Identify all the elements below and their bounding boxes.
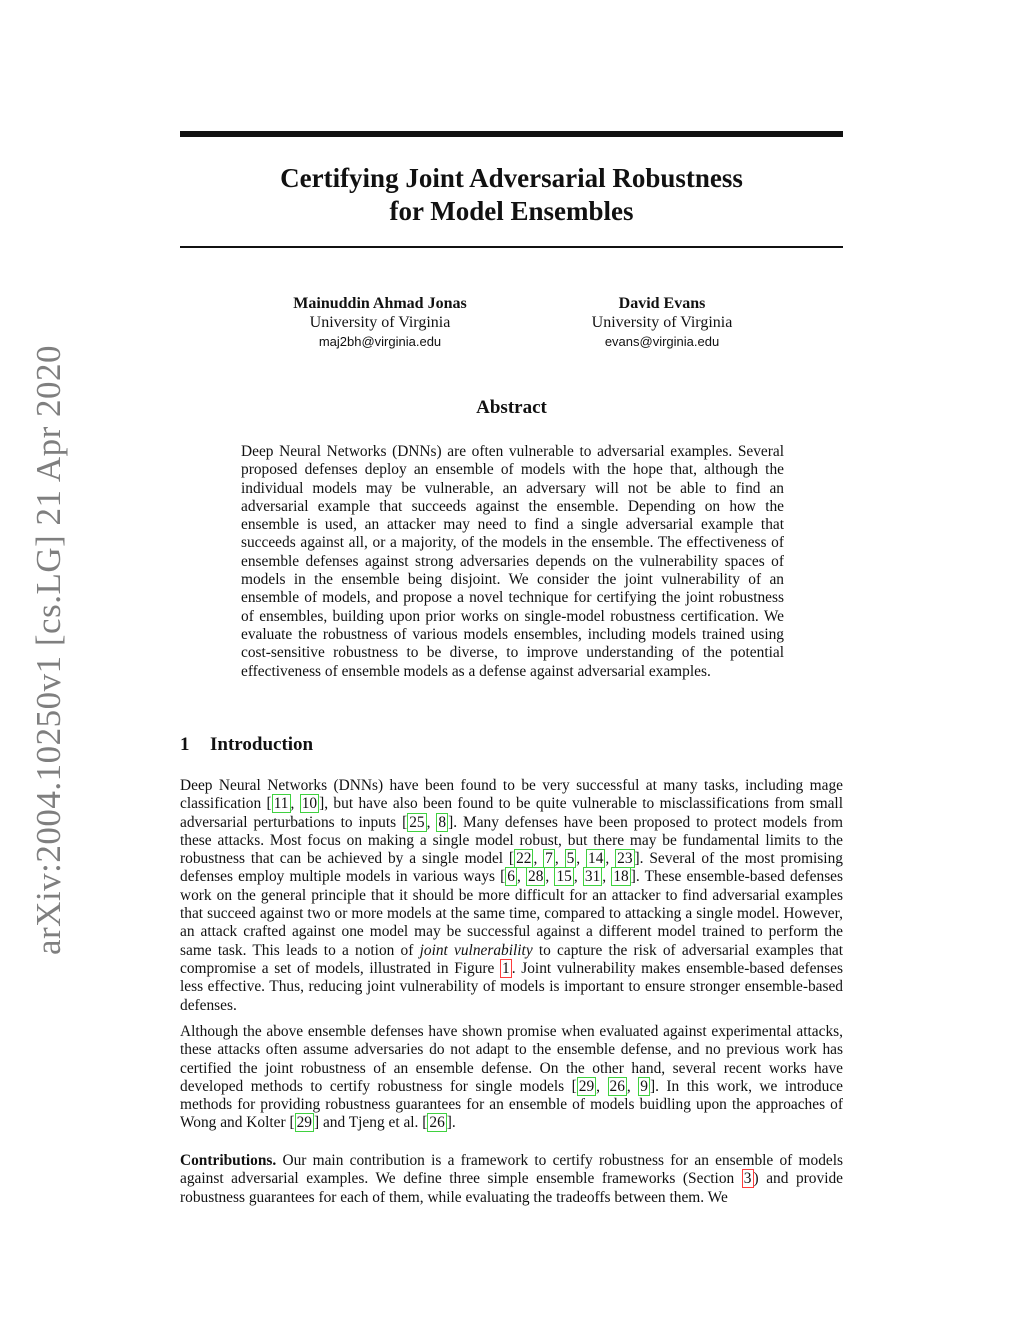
text-run: ]. Several of the most promising defenses employ multiple models in various ways [ [180,850,843,886]
text-run: ]. These ensemble-based defenses work on the general principle that it should be more difficult for an attacker to find adversarial examples that succeed against two or more models at the same time, compared to attacking a single model. However, an attack crafted against one model may be successful against a different model trained to perform the same task. This leads to a notion of [180,868,844,959]
text-run: ]. [446,1114,456,1132]
text-run: , [573,868,583,886]
author-affiliation: University of Virginia [309,314,451,331]
title-top-rule [180,131,843,137]
author-block-1 [230,294,530,351]
contributions-paragraph [180,1152,843,1207]
text-run: ]. In this work, we introduce methods for providing robustness guarantees for an ensemble of models buidling upon the approaches of Wong and Kolter [ [180,1077,843,1132]
citation-link[interactable]: 11 [273,795,289,813]
text-run: , [602,868,612,886]
text-run: , [516,868,527,886]
abstract-heading: Abstract [476,397,547,418]
text-run: , [576,850,587,868]
citation-link[interactable]: 28 [528,868,544,886]
title-line-2: for Model Ensembles [389,196,634,226]
author-email[interactable]: maj2bh@virginia.edu [318,334,442,349]
author-email[interactable]: evans@virginia.edu [604,334,720,349]
section-number: 1 [180,734,190,755]
citation-link[interactable]: 10 [301,795,318,813]
citation-link[interactable]: 29 [578,1077,595,1095]
citation-link[interactable]: 18 [613,868,629,886]
text-run: to capture the risk of adversarial examples that compromise a set of models, illustrated in Figure [180,941,843,977]
citation-link[interactable]: 31 [584,868,601,886]
author-name: David Evans [618,295,706,312]
intro-paragraph-2 [180,1023,843,1133]
section-title: Introduction [210,734,314,755]
text-run: , [605,850,616,868]
text-run: Although the above ensemble defenses have shown promise when evaluated against experimental attacks, these attacks often assume adversaries do not adapt to the ensemble defense, and no previous work has certified the joint robustness of an ensemble defense. On the other hand, several recent works have developed methods to certify robustness for single models [ [180,1023,843,1095]
text-run: ]. Many defenses have been proposed to protect models from these attacks. Most focus on making a single model robust, but there may be fundamental limits to the robustness that can be achieved by a single model [ [180,813,844,868]
paper-title [180,162,843,228]
abstract-text: Deep Neural Networks (DNNs) are often vulnerable to adversarial examples. Several proposed defenses deploy an ensemble of models with the hope that, although the individual models may be vulnerable, an adversary will not be able to find an adversarial example that succeeds against the ensemble. Depending on how the ensemble is used, an attacker may need to find a single adversarial example that succeeds against all, or a majority, of the models in the ensemble. The effectiveness of ensemble defenses against strong adversaries depends on the vulnerability spaces of models in the ensemble being disjoint. We consider the joint vulnerability of an ensemble of models, and propose a novel technique for certifying the joint robustness of ensembles, building upon prior works on single-model robustness certification. We evaluate the robustness of various models ensembles, including models trained using cost-sensitive robustness to be diverse, to improve understanding of the potential effectiveness of ensemble models as a defense against adversarial examples. [241,443,784,680]
citation-link[interactable]: 22 [516,850,532,868]
section-reference-link[interactable]: 3 [743,1170,752,1188]
text-run: , [545,868,555,886]
text-run: ) and provide robustness guarantees for each of them, while evaluating the tradeoffs between them. We [180,1170,844,1206]
citation-link[interactable]: 6 [507,868,515,886]
citation-link[interactable]: 9 [640,1077,648,1095]
text-run: . Joint vulnerability makes ensemble-based defenses less effective. Thus, reducing joint vulnerability of models is important to ensure stronger ensemble-based defenses. [180,959,843,1014]
citation-link[interactable]: 29 [296,1114,312,1132]
text-run: Our main contribution is a framework to certify robustness for an ensemble of models against adversarial examples. We define three simple ensemble frameworks (Section [180,1152,843,1188]
citation-link[interactable]: 23 [617,850,633,868]
text-run: , [533,850,544,868]
title-bottom-rule [180,246,843,248]
text-run: , [426,813,437,831]
author-affiliation: University of Virginia [591,314,733,331]
contributions-label: Contributions. [180,1152,277,1169]
author-block-2 [512,294,812,351]
section-heading-introduction [180,734,313,756]
text-run: ], but have also been found to be quite vulnerable to misclassifications from small adversarial perturbations to inputs [ [180,795,843,831]
citation-link[interactable]: 26 [609,1077,625,1095]
citation-link[interactable]: 15 [556,868,572,886]
text-run: Deep Neural Networks (DNNs) have been found to be very successful at many tasks, including mage classification [ [180,777,843,813]
title-line-1: Certifying Joint Adversarial Robustness [280,163,743,193]
text-run: , [554,850,565,868]
citation-link[interactable]: 25 [409,813,425,831]
citation-link[interactable]: 26 [429,1114,445,1132]
emphasis-term: joint vulnerability [419,941,533,959]
arxiv-identifier: arXiv:2004.10250v1 [cs.LG] 21 Apr 2020 [29,344,68,956]
text-run: , [626,1077,639,1095]
citation-link[interactable]: 5 [566,850,575,868]
intro-paragraph-1 [180,777,843,1015]
citation-link[interactable]: 8 [438,813,447,831]
figure-reference-link[interactable]: 1 [502,959,510,977]
author-name: Mainuddin Ahmad Jonas [293,295,467,312]
text-run: , [596,1077,608,1095]
text-run: , [290,795,300,813]
citation-link[interactable]: 7 [545,850,553,868]
text-run: ] and Tjeng et al. [ [313,1114,428,1132]
citation-link[interactable]: 14 [588,850,604,868]
